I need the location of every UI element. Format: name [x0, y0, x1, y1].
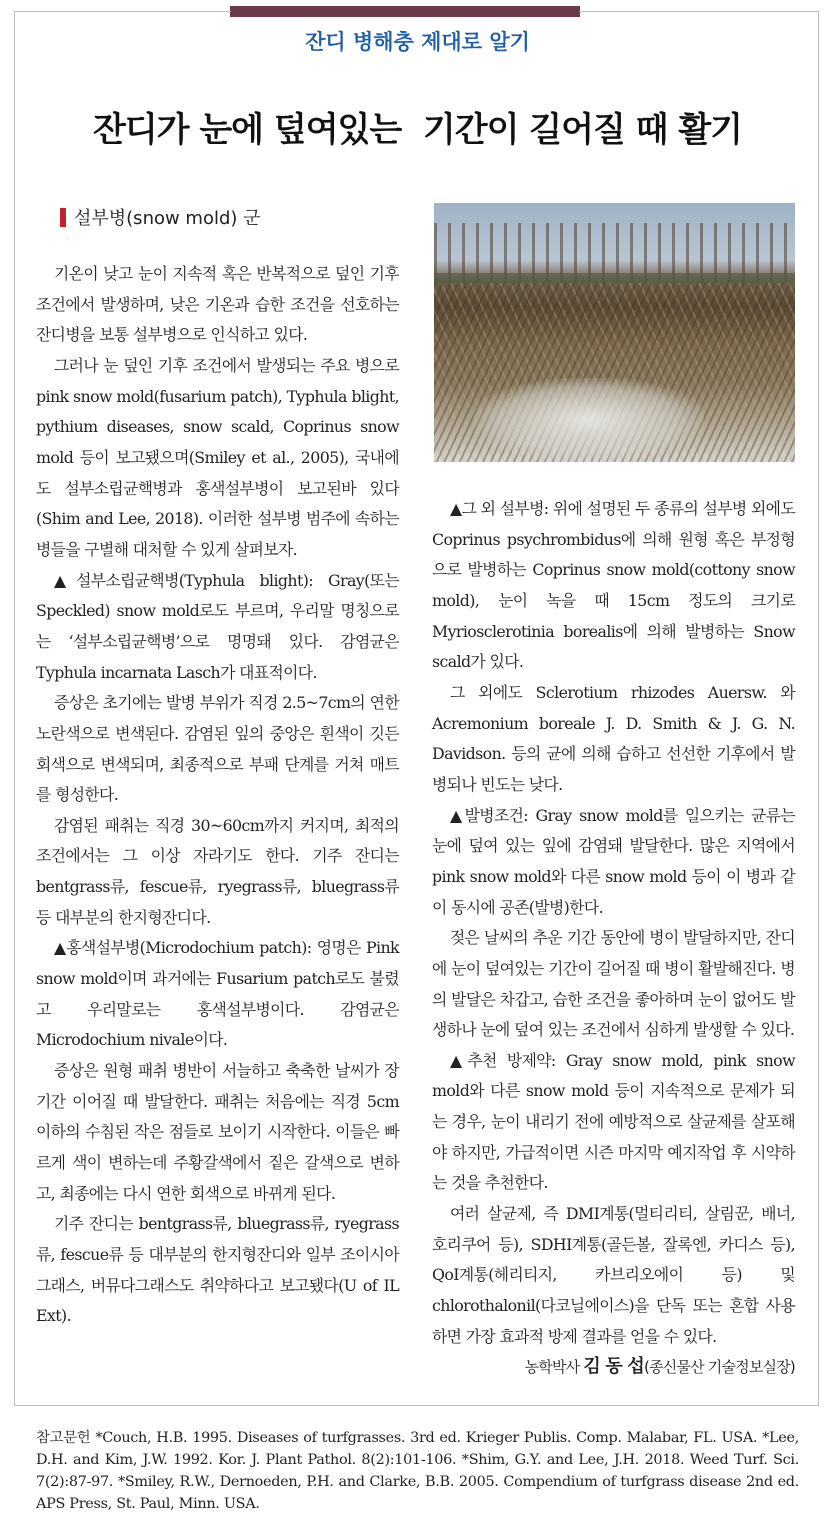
- snow-mold-turf-photo: [434, 203, 795, 462]
- left-paragraph: 기주 잔디는 bentgrass류, bluegrass류, ryegrass류, fescue류 등 대부분의 한지형잔디와 일부 조이시아그래스, 버뮤다그래스도 취약하다고 보고됐다(U of IL Ext).: [36, 1214, 399, 1326]
- references: [36, 1427, 799, 1515]
- byline-title: 농학박사: [524, 1358, 584, 1377]
- references-label: 참고문헌: [36, 1430, 96, 1446]
- series-label: 잔디 병해충 제대로 알기: [305, 30, 530, 54]
- photo-snow-patch: [474, 378, 704, 462]
- right-paragraph: 여러 살균제, 즉 DMI계통(멀티리티, 살림꾼, 배너, 호리쿠어 등), SDHI계통(골든볼, 잘록엔, 카디스 등), QoI계통(헤리티지, 카브리오에이 등) 및 chlorothalonil(다코닐에이스)을 단독 또는 혼합 사용하면 가장 효과적 방제 결과를 얻을 수 있다.: [432, 1204, 795, 1346]
- section-marker: [60, 208, 66, 227]
- right-paragraph: 젖은 날씨의 추운 기간 동안에 병이 발달하지만, 잔디에 눈이 덮여있는 기간이 길어질 때 병이 활발해진다. 병의 발달은 차갑고, 습한 조건을 좋아하며 눈이 없어도 발생하나 눈에 덮여 있는 조건에서 심하게 발생할 수 있다.: [432, 928, 795, 1040]
- references-text: *Couch, H.B. 1995. Diseases of turfgrasses. 3rd ed. Krieger Publis. Comp. Malabar, FL. USA. *Lee, D.H. and Kim, J.W. 1992. Kor. J. Plant Pathol. 8(2):101-106. *Shim, G.Y. and Lee, J.H. 2018. Weed Turf. Sci. 7(2):87-97. *Smiley, R.W., Dernoeden, P.H. and Clarke, B.B. 2005. Compendium of turfgrass disease 2nd ed. APS Press, St. Paul, Minn. USA.: [36, 1430, 799, 1512]
- left-column: [36, 259, 399, 1332]
- headline: 잔디가 눈에 덮여있는 기간이 길어질 때 활기: [92, 110, 743, 150]
- right-paragraph: ▲그 외 설부병: 위에 설명된 두 종류의 설부병 외에도 Coprinus psychrombidus에 의해 원형 혹은 부정형으로 발병하는 Coprinus snow mold(cottony snow mold), 눈이 녹을 때 15cm 정도의 크기로 Myriosclerotinia borealis에 의해 발병하는 Snow scald가 있다.: [432, 499, 795, 672]
- photo-horizon: [434, 273, 795, 283]
- right-paragraph: ▲추천 방제약: Gray snow mold, pink snow mold와 다른 snow mold 등이 지속적으로 문제가 되는 경우, 눈이 내리기 전에 예방적으로 살균제를 살포해야 하지만, 가급적이면 시즌 마지막 예지작업 후 시약하는 것을 추천한다.: [432, 1050, 795, 1193]
- section-heading-text: 설부병(snow mold) 군: [74, 208, 261, 229]
- left-paragraph: ▲홍색설부병(Microdochium patch): 영명은 Pink snow mold이며 과거에는 Fusarium patch로도 불렸고 우리말로는 홍색설부병이다. 감염균은 Microdochium nivale이다.: [36, 938, 399, 1050]
- left-paragraph: 감염된 패취는 직경 30~60cm까지 커지며, 최적의 조건에서는 그 이상 자라기도 한다. 기주 잔디는 bentgrass류, fescue류, ryegrass류, bluegrass류 등 대부분의 한지형잔디다.: [36, 815, 399, 927]
- byline-affiliation: (종신물산 기술정보실장): [644, 1358, 795, 1377]
- byline-name: 김 동 섭: [583, 1356, 645, 1378]
- left-paragraph: 기온이 낮고 눈이 지속적 혹은 반복적으로 덮인 기후조건에서 발생하며, 낮은 기온과 습한 조건을 선호하는 잔디병을 보통 설부병으로 인식하고 있다.: [36, 264, 399, 345]
- left-paragraph: 증상은 초기에는 발병 부위가 직경 2.5~7cm의 연한 노란색으로 변색된다. 감염된 잎의 중앙은 흰색이 깃든 회색으로 변색되며, 최종적으로 부패 단계를 거쳐 매트를 형성한다.: [36, 693, 399, 805]
- right-paragraph: 그 외에도 Sclerotium rhizodes Auersw. 와 Acremonium boreale J. D. Smith & J. G. N. Davidson. 등의 균에 의해 습하고 선선한 기후에서 발병되나 빈도는 낮다.: [432, 682, 795, 794]
- left-paragraph: ▲설부소립균핵병(Typhula blight): Gray(또는 Speckled) snow mold로도 부르며, 우리말 명칭으로는 ‘설부소립균핵병’으로 명명돼 있다. 감염균은 Typhula incarnata Lasch가 대표적이다.: [36, 570, 399, 682]
- right-paragraph: ▲발병조건: Gray snow mold를 일으키는 균류는 눈에 덮여 있는 잎에 감염돼 발달한다. 많은 지역에서 pink snow mold와 다른 snow mold 등이 이 병과 같이 동시에 공존(발병)한다.: [432, 805, 795, 917]
- section-heading: [60, 204, 261, 230]
- left-paragraph: 그러나 눈 덮인 기후 조건에서 발생되는 주요 병으로 pink snow mold(fusarium patch), Typhula blight, pythium diseases, snow scald, Coprinus snow mold 등이 보고됐으며(Smiley et al., 2005), 국내에도 설부소립균핵병과 홍색설부병이 보고된바 있다(Shim and Lee, 2018). 이러한 설부병 범주에 속하는 병들을 구별해 대처할 수 있게 살펴보자.: [36, 355, 399, 559]
- right-column: [432, 494, 795, 1383]
- author-byline: [432, 1352, 795, 1383]
- left-paragraph: 증상은 원형 패취 병반이 서늘하고 축축한 날씨가 장기간 이어질 때 발달한다. 패취는 처음에는 직경 5cm 이하의 수침된 작은 점들로 보이기 시작한다. 이들은 빠르게 색이 변하는데 주황갈색에서 짙은 갈색으로 변하고, 최종에는 다시 연한 회색으로 바뀌게 된다.: [36, 1061, 399, 1203]
